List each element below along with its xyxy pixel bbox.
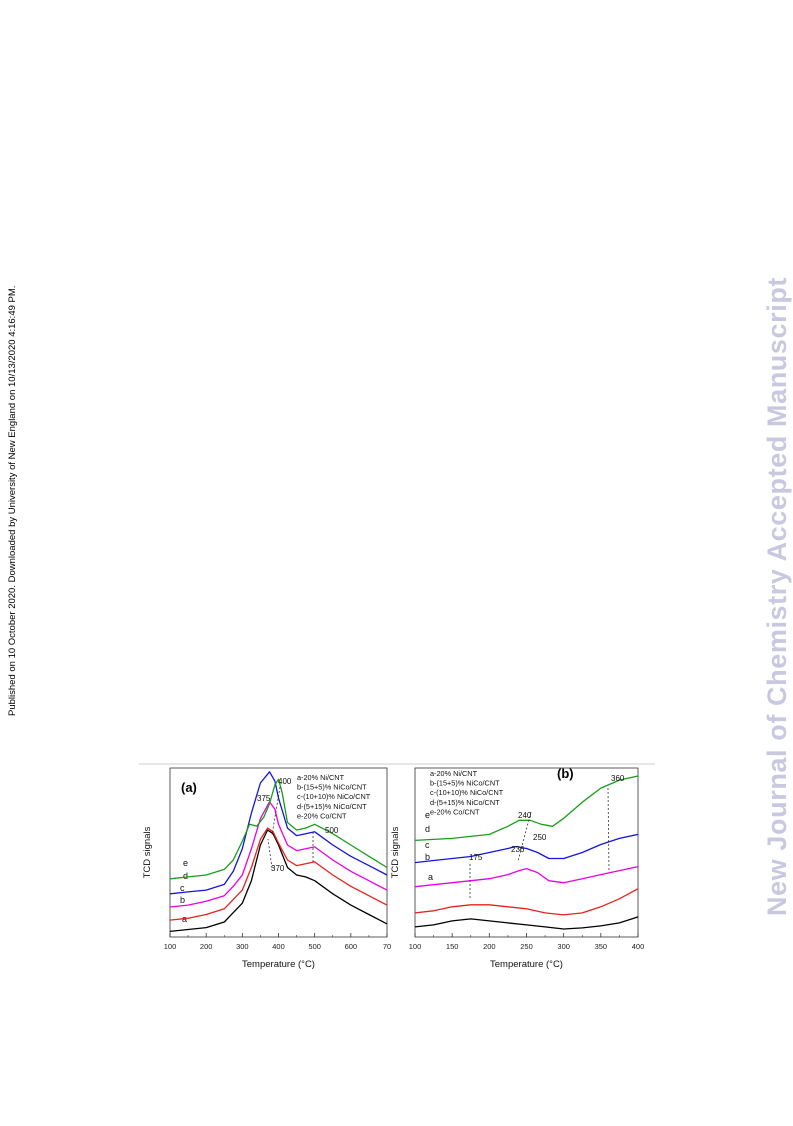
x-axis-label: Temperature (°C) bbox=[242, 959, 315, 970]
peak-annotation: 175 bbox=[469, 853, 483, 862]
legend-entry: a-20% Ni/CNT bbox=[297, 773, 345, 782]
peak-annotation: 240 bbox=[518, 811, 532, 820]
x-tick-label: 100 bbox=[163, 942, 177, 951]
series-label-b: b bbox=[425, 852, 431, 862]
x-tick-label: 500 bbox=[308, 942, 321, 951]
legend-entry: c-(10+10)% NiCo/CNT bbox=[430, 788, 504, 798]
panel-label: (b) bbox=[557, 766, 574, 781]
peak-guide-line bbox=[272, 787, 280, 835]
x-axis-label: Temperature (°C) bbox=[490, 959, 563, 970]
legend-entry: d-(5+15)% NiCo/CNT bbox=[430, 797, 500, 807]
series-line-a bbox=[415, 917, 638, 929]
panel-label: (a) bbox=[181, 780, 197, 795]
peak-annotation: 500 bbox=[325, 826, 339, 835]
chart-panel-a bbox=[142, 768, 391, 970]
x-tick-label: 200 bbox=[199, 942, 213, 951]
x-tick-label: 150 bbox=[445, 942, 459, 951]
x-tick-label: 350 bbox=[594, 942, 608, 951]
legend-entry: b-(15+5)% NiCo/CNT bbox=[297, 782, 367, 792]
series-line-c bbox=[415, 867, 638, 887]
series-line-c bbox=[170, 802, 387, 907]
series-label-d: d bbox=[183, 871, 189, 881]
series-label-e: e bbox=[183, 858, 189, 868]
peak-annotation: 236 bbox=[511, 845, 525, 854]
peak-annotation: 370 bbox=[271, 864, 285, 873]
peak-annotation: 400 bbox=[278, 777, 292, 786]
watermark-text: New Journal of Chemistry Accepted Manuscript bbox=[762, 276, 792, 916]
peak-annotation: 360 bbox=[611, 774, 625, 783]
series-label-e: e bbox=[425, 810, 431, 820]
x-tick-label: 250 bbox=[520, 942, 533, 951]
legend-entry: b-(15+5)% NiCo/CNT bbox=[430, 778, 500, 788]
x-tick-label: 400 bbox=[631, 942, 645, 951]
y-axis-label: TCD signals bbox=[142, 826, 153, 879]
x-tick-label: 400 bbox=[272, 942, 285, 951]
series-label-d: d bbox=[425, 824, 431, 834]
x-tick-label: 300 bbox=[236, 942, 249, 951]
legend-entry: d-(5+15)% NiCo/CNT bbox=[297, 801, 367, 811]
x-tick-label: 600 bbox=[344, 942, 358, 951]
series-label-c: c bbox=[180, 883, 185, 893]
series-label-c: c bbox=[425, 840, 430, 850]
y-axis-label: TCD signals bbox=[390, 826, 401, 879]
series-line-a bbox=[170, 830, 387, 931]
series-line-b bbox=[415, 889, 638, 915]
series-label-a: a bbox=[428, 872, 434, 882]
side-note-text: Published on 10 October 2020. Downloaded by University of New England on 10/13/2020 4:16:49 PM. bbox=[7, 285, 18, 716]
x-tick-label: 200 bbox=[483, 942, 496, 951]
x-tick-label: 300 bbox=[557, 942, 570, 951]
x-tick-label: 100 bbox=[408, 942, 422, 951]
legend-entry: e-20% Co/CNT bbox=[297, 811, 347, 821]
series-label-b: b bbox=[180, 895, 186, 905]
legend-entry: e-20% Co/CNT bbox=[430, 807, 480, 817]
x-tick-label: 70 bbox=[382, 942, 392, 951]
peak-annotation: 250 bbox=[533, 833, 547, 842]
series-label-a: a bbox=[182, 914, 188, 924]
legend-entry: a-20% Ni/CNT bbox=[430, 769, 478, 778]
legend-entry: c-(10+10)% NiCo/CNT bbox=[297, 792, 371, 802]
chart-panel-b bbox=[390, 766, 644, 970]
peak-guide-line bbox=[608, 788, 609, 872]
peak-annotation: 375 bbox=[257, 794, 271, 803]
